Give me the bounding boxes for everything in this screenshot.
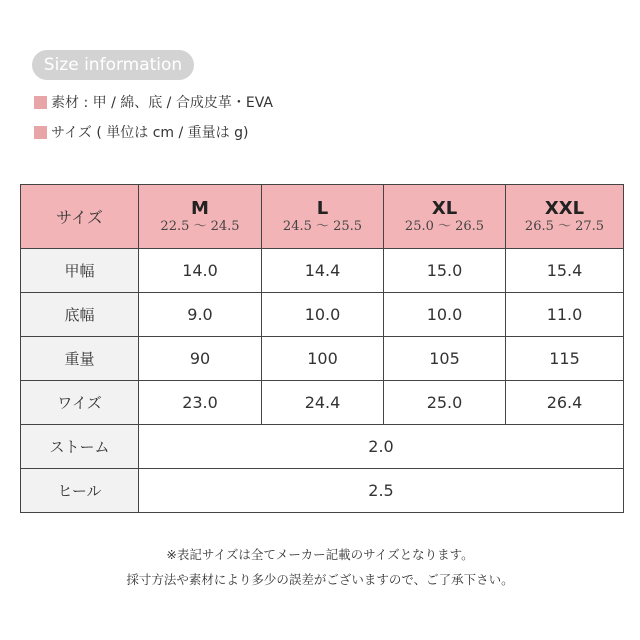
size-name: L [316,197,329,219]
table-row-merged [21,469,624,513]
table-row [21,381,624,425]
footnote-measurement: 採寸方法や素材により多少の誤差がございますので、ご了承下さい。 [126,572,514,587]
table-cell: 10.0 [262,293,384,337]
table-cell: 10.0 [384,293,506,337]
size-range: 24.5 〜 25.5 [282,218,363,234]
table-row [21,249,624,293]
table-cell: 15.4 [506,249,624,293]
unit-spec [34,122,248,142]
table-cell: 100 [262,337,384,381]
size-corner-label: サイズ [21,185,139,249]
row-label: ヒール [21,469,139,513]
bullet-square-icon [34,126,47,139]
footnote-size: ※表記サイズは全てメーカー記載のサイズとなります。 [166,547,474,562]
size-column-xxl [506,185,624,249]
table-cell: 26.4 [506,381,624,425]
size-header-row [21,185,624,249]
size-table [20,184,624,513]
table-row-merged [21,425,624,469]
table-cell: 14.0 [139,249,262,293]
row-label: 甲幅 [21,249,139,293]
size-column-xl [384,185,506,249]
merged-cell: 2.5 [139,469,624,513]
size-name: XL [431,197,458,219]
size-column-m [139,185,262,249]
merged-cell: 2.0 [139,425,624,469]
material-spec-text: 素材 : 甲 / 綿、底 / 合成皮革・EVA [51,95,273,111]
row-label: 底幅 [21,293,139,337]
table-row [21,293,624,337]
table-cell: 11.0 [506,293,624,337]
material-spec [34,92,273,112]
table-cell: 24.4 [262,381,384,425]
table-cell: 14.4 [262,249,384,293]
row-label: ストーム [21,425,139,469]
size-name: M [191,197,209,219]
table-cell: 9.0 [139,293,262,337]
table-cell: 23.0 [139,381,262,425]
size-range: 22.5 〜 24.5 [160,218,240,234]
table-cell: 90 [139,337,262,381]
table-row [21,337,624,381]
row-label: ワイズ [21,381,139,425]
size-name: XXL [544,197,585,219]
table-cell: 105 [384,337,506,381]
table-cell: 115 [506,337,624,381]
table-cell: 15.0 [384,249,506,293]
bullet-square-icon [34,96,47,109]
size-column-l [262,185,384,249]
row-label: 重量 [21,337,139,381]
table-cell: 25.0 [384,381,506,425]
size-information-badge: Size information [32,50,194,80]
size-range: 26.5 〜 27.5 [524,218,605,234]
size-range: 25.0 〜 26.5 [404,218,485,234]
unit-spec-text: サイズ ( 単位は cm / 重量は g) [51,125,249,141]
